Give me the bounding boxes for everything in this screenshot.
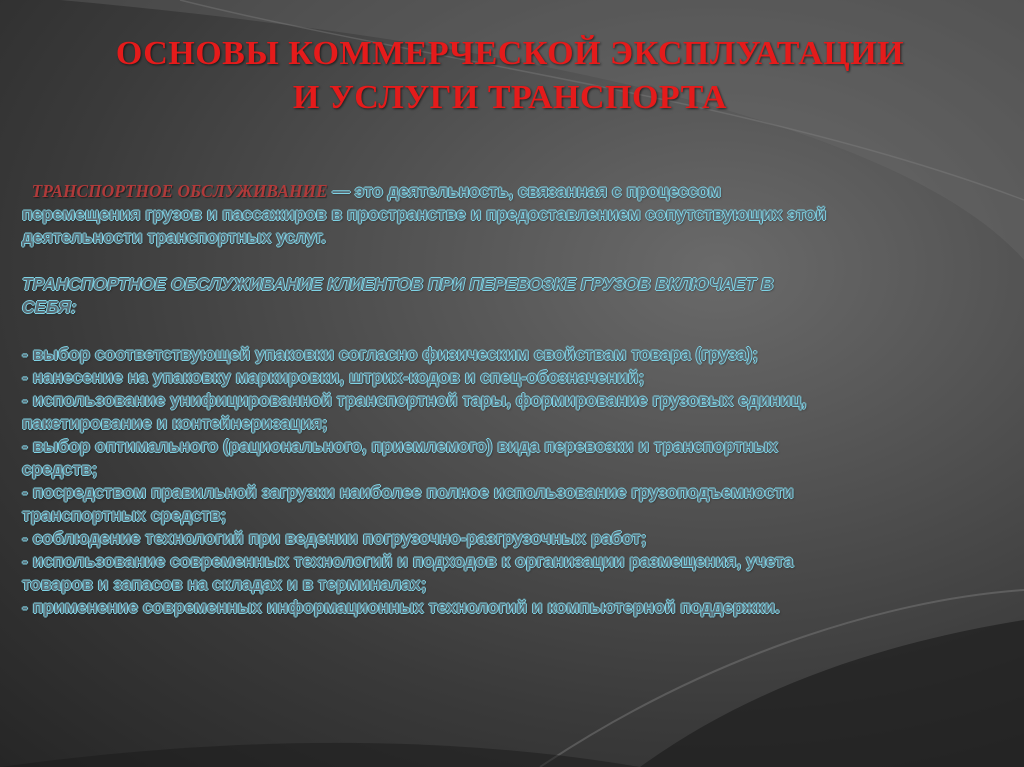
list-item-line: - применение современных информационных технологий и компьютерной поддержки. — [22, 597, 780, 617]
services-heading-line-2: СЕБЯ: — [22, 297, 77, 317]
list-item-line: транспортных средств; — [22, 505, 227, 525]
list-item-line: средств; — [22, 459, 98, 479]
list-item-line: - выбор соответствующей упаковки согласно физическим свойствам товара (груза); — [22, 344, 759, 364]
definition-line-2: перемещения грузов и пассажиров в пространстве и предоставлением сопутствующих этой — [22, 204, 827, 224]
slide-title — [40, 32, 980, 120]
list-item — [22, 343, 1007, 366]
list-item-line: - использование унифицированной транспортной тары, формирование грузовых единиц, — [22, 390, 807, 410]
list-item — [22, 389, 1007, 435]
list-item — [22, 596, 1007, 619]
list-item-line: - использование современных технологий и подходов к организации размещения, учета — [22, 551, 794, 571]
services-list — [22, 343, 1007, 619]
slide-body — [22, 180, 1007, 619]
services-heading — [22, 273, 1007, 319]
definition-term: ТРАНСПОРТНОЕ ОБСЛУЖИВАНИЕ — [31, 181, 328, 201]
definition-line-1-rest: — это деятельность, связанная с процессом — [327, 181, 722, 201]
list-item — [22, 550, 1007, 596]
list-item-line: - выбор оптимального (рационального, приемлемого) вида перевозки и транспортных — [22, 436, 778, 456]
list-item-line: - соблюдение технологий при ведении погрузочно-разгрузочных работ; — [22, 528, 647, 548]
list-item — [22, 527, 1007, 550]
list-item — [22, 481, 1007, 527]
definition-line-1 — [22, 180, 1007, 203]
slide-title-line-1: ОСНОВЫ КОММЕРЧЕСКОЙ ЭКСПЛУАТАЦИИ — [115, 35, 905, 72]
list-item-line: - нанесение на упаковку маркировки, штрих-кодов и спец-обозначений; — [22, 367, 645, 387]
definition-line-3: деятельности транспортных услуг. — [22, 227, 327, 247]
list-item-line: пакетирование и контейнеризация; — [22, 413, 328, 433]
slide-title-line-2: И УСЛУГИ ТРАНСПОРТА — [292, 79, 728, 116]
list-item-line: - посредством правильной загрузки наиболее полное использование грузоподъемности — [22, 482, 794, 502]
list-item — [22, 366, 1007, 389]
list-item-line: товаров и запасов на складах и в терминалах; — [22, 574, 427, 594]
list-item — [22, 435, 1007, 481]
services-heading-line-1: ТРАНСПОРТНОЕ ОБСЛУЖИВАНИЕ КЛИЕНТОВ ПРИ ПЕРЕВОЗКЕ ГРУЗОВ ВКЛЮЧАЕТ В — [22, 274, 774, 294]
definition-paragraph — [22, 180, 1007, 249]
